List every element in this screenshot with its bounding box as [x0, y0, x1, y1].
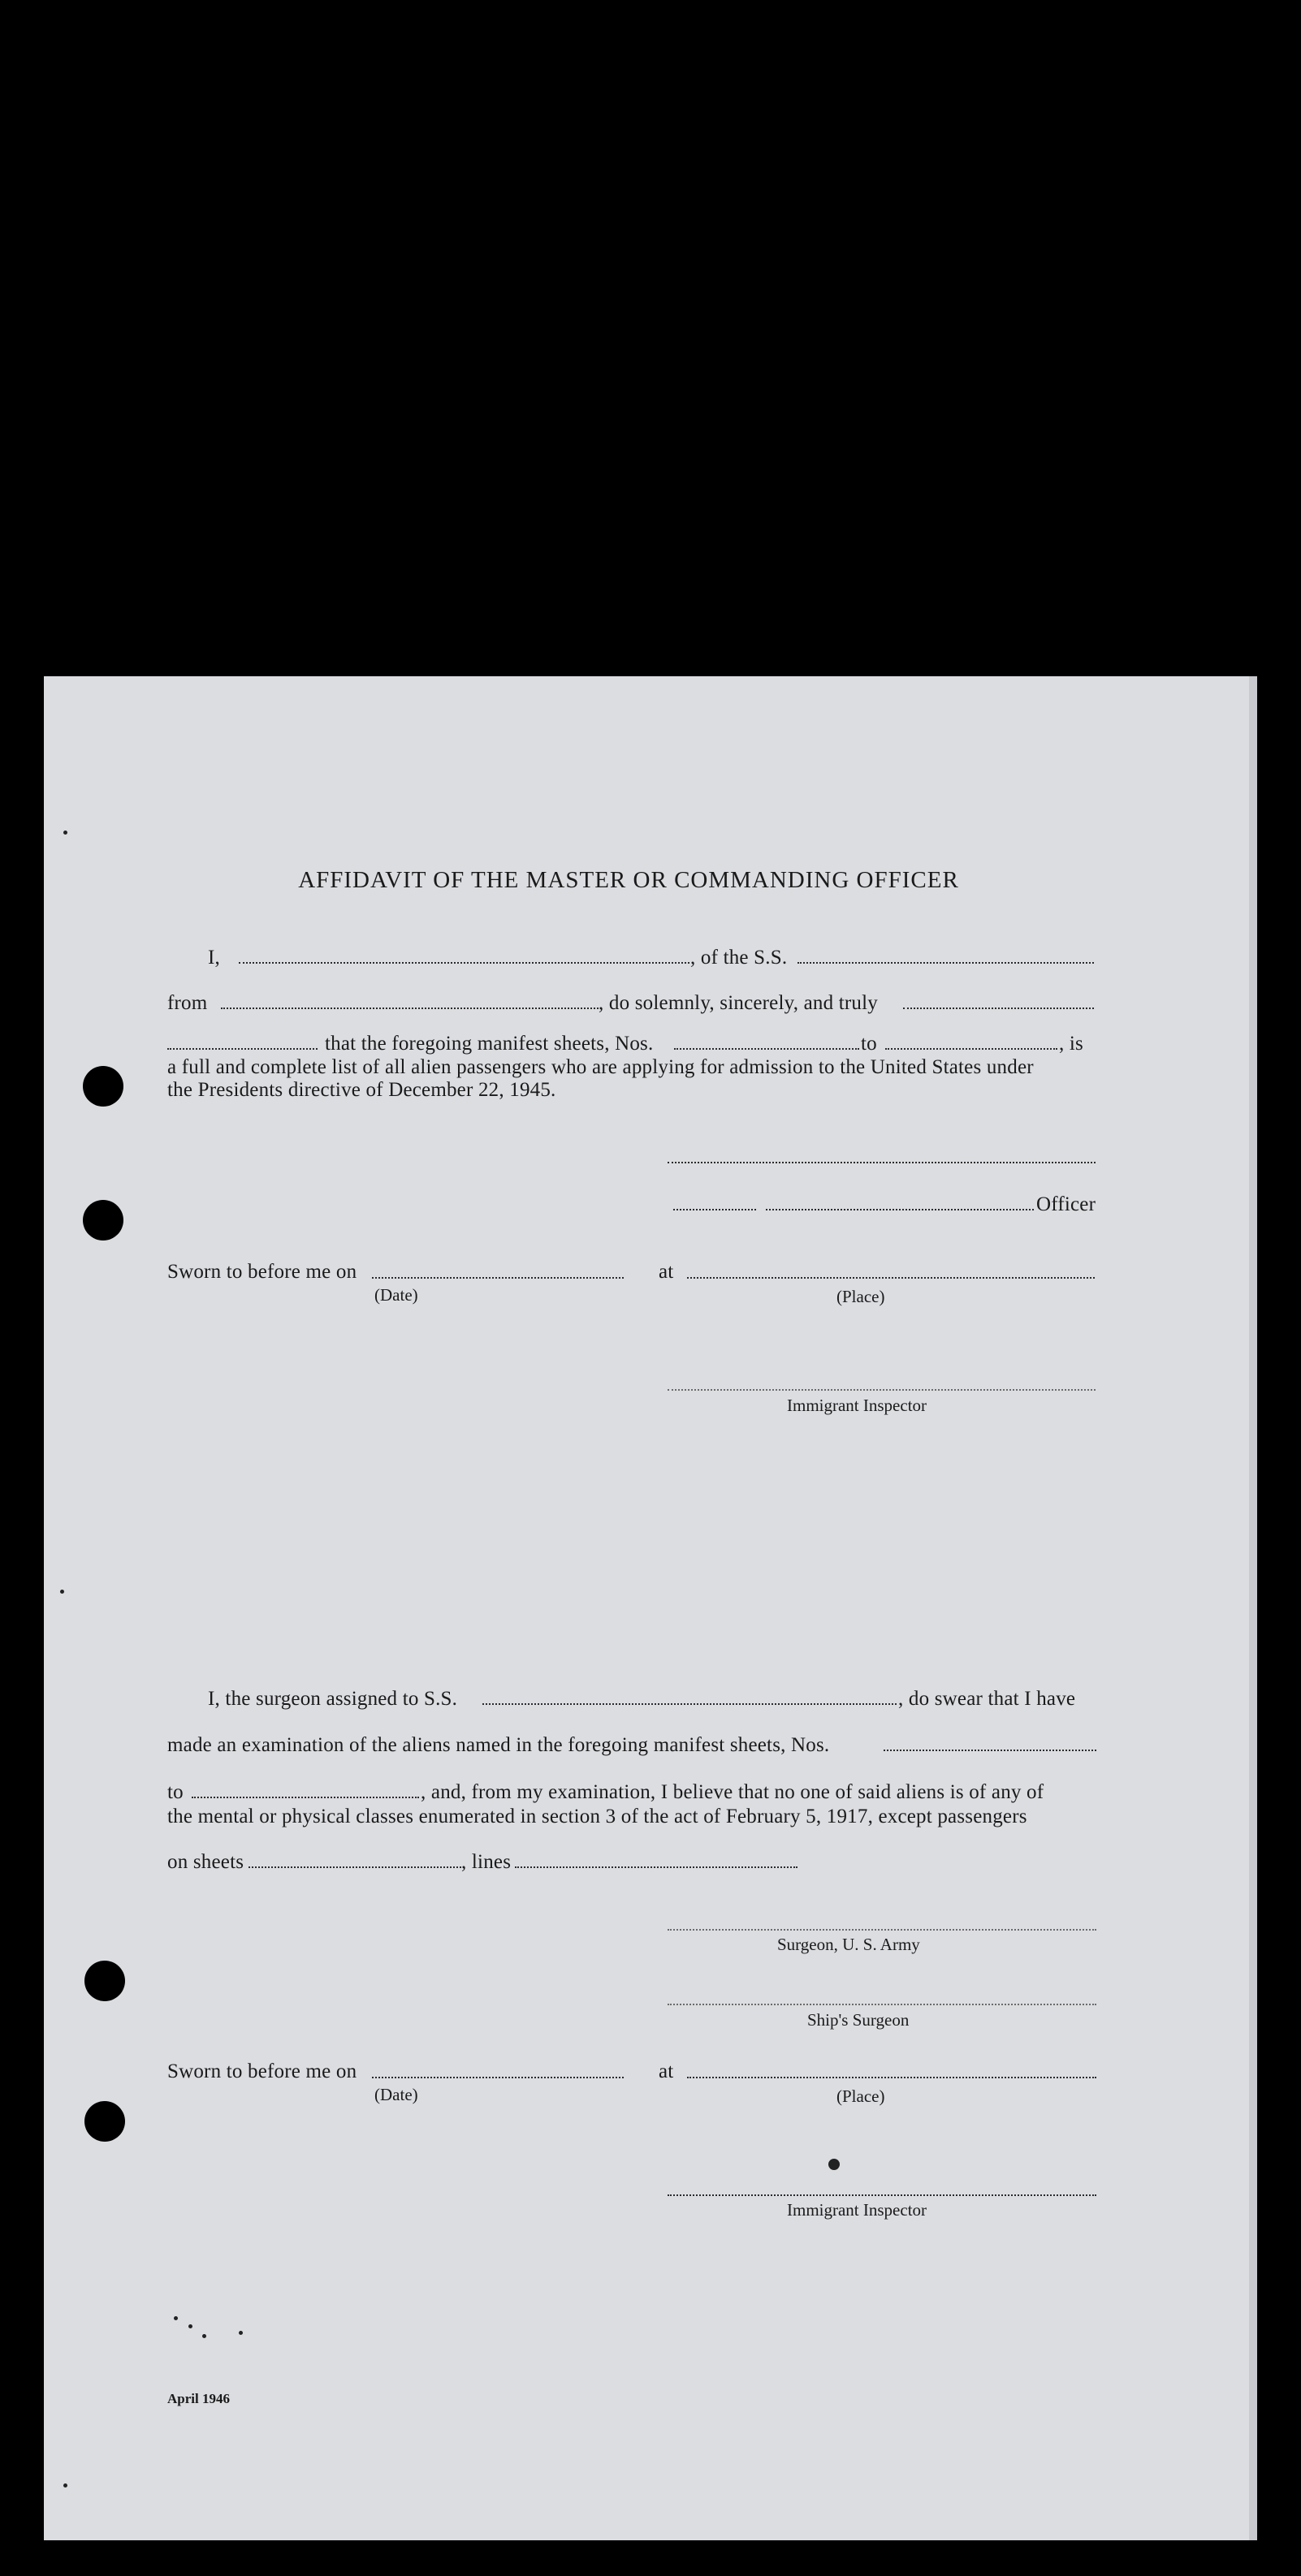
surgeon-line4: the mental or physical classes enumerated in section 3 of the act of February 5, 1917, except passengers [167, 1806, 1027, 1827]
ink-speck [202, 2334, 206, 2338]
master-line2-start: from [167, 992, 208, 1014]
ink-speck [239, 2331, 243, 2335]
master-line5: the Presidents directive of December 22, 1945. [167, 1079, 556, 1101]
surgeon-line5-mid: , lines [461, 1851, 512, 1873]
ink-speck [63, 831, 67, 835]
ink-speck [174, 2316, 178, 2320]
surgeon-exception-sheets-field[interactable] [249, 1866, 461, 1868]
master-name-field[interactable] [239, 962, 689, 964]
army-surgeon-caption: Surgeon, U. S. Army [777, 1935, 920, 1954]
surgeon-date-caption: (Date) [374, 2085, 418, 2104]
surgeon-place-caption: (Place) [836, 2086, 885, 2106]
master-line2-mid: , do solemnly, sincerely, and truly [599, 992, 878, 1014]
master-signature-field[interactable] [668, 1162, 1096, 1163]
master-sworn-date-field[interactable] [372, 1277, 624, 1279]
master-sworn-label: Sworn to before me on [167, 1261, 357, 1283]
punch-hole [83, 1066, 123, 1107]
surgeon-sworn-label: Sworn to before me on [167, 2060, 357, 2082]
master-sworn-place-field[interactable] [687, 1277, 1095, 1279]
form-date: April 1946 [167, 2391, 230, 2406]
master-affidavit-title: AFFIDAVIT OF THE MASTER OR COMMANDING OFFICER [298, 867, 959, 893]
punch-hole [83, 1200, 123, 1241]
master-inspector-signature-field[interactable] [668, 1389, 1096, 1391]
army-surgeon-signature-field[interactable] [668, 1929, 1096, 1931]
surgeon-inspector-caption: Immigrant Inspector [787, 2200, 927, 2220]
master-from-field[interactable] [221, 1008, 599, 1009]
surgeon-sheet-to-field[interactable] [192, 1797, 419, 1798]
master-line1-start: I, [208, 947, 220, 969]
ink-speck [60, 1590, 64, 1594]
officer-name-field[interactable] [766, 1209, 1034, 1210]
master-line1-mid: , of the S.S. [690, 947, 788, 969]
officer-label: Officer [1036, 1193, 1096, 1215]
ships-surgeon-caption: Ship's Surgeon [807, 2010, 910, 2030]
master-line3-end: , is [1059, 1033, 1083, 1055]
paper-edge [1249, 676, 1257, 2540]
surgeon-sworn-date-field[interactable] [372, 2077, 624, 2078]
ships-surgeon-signature-field[interactable] [668, 2004, 1096, 2005]
punch-hole [84, 1961, 125, 2001]
surgeon-sheet-from-field[interactable] [884, 1750, 1096, 1751]
ink-speck [828, 2159, 840, 2170]
surgeon-inspector-signature-field[interactable] [668, 2194, 1096, 2196]
surgeon-line1-end: , do swear that I have [898, 1688, 1076, 1710]
officer-rank-field[interactable] [673, 1209, 756, 1210]
master-oath-verb-field[interactable] [167, 1048, 318, 1050]
surgeon-sworn-place-field[interactable] [687, 2077, 1096, 2078]
punch-hole [84, 2101, 125, 2142]
master-line3-to: to [861, 1033, 877, 1055]
surgeon-line5-start: on sheets [167, 1851, 244, 1873]
surgeon-ship-field[interactable] [482, 1703, 897, 1705]
master-oath-field[interactable] [903, 1008, 1094, 1009]
surgeon-exception-lines-field[interactable] [515, 1866, 797, 1868]
master-date-caption: (Date) [374, 1285, 418, 1305]
master-sheet-from-field[interactable] [674, 1048, 859, 1050]
master-line4: a full and complete list of all alien passengers who are applying for admission to the United States under [167, 1056, 1034, 1078]
master-at-label: at [659, 1261, 674, 1283]
master-inspector-caption: Immigrant Inspector [787, 1396, 927, 1415]
master-place-caption: (Place) [836, 1287, 885, 1306]
surgeon-line3-start: to [167, 1781, 184, 1803]
surgeon-line3-mid: , and, from my examination, I believe that no one of said aliens is of any of [421, 1781, 1044, 1803]
master-sheet-to-field[interactable] [885, 1048, 1057, 1050]
surgeon-line2: made an examination of the aliens named in the foregoing manifest sheets, Nos. [167, 1734, 830, 1756]
master-line3-mid: that the foregoing manifest sheets, Nos. [325, 1033, 654, 1055]
ink-speck [188, 2324, 192, 2328]
surgeon-line1-start: I, the surgeon assigned to S.S. [208, 1688, 458, 1710]
ink-speck [63, 2483, 67, 2488]
surgeon-at-label: at [659, 2060, 674, 2082]
form-sheet [44, 676, 1257, 2540]
master-ship-field[interactable] [797, 962, 1094, 964]
